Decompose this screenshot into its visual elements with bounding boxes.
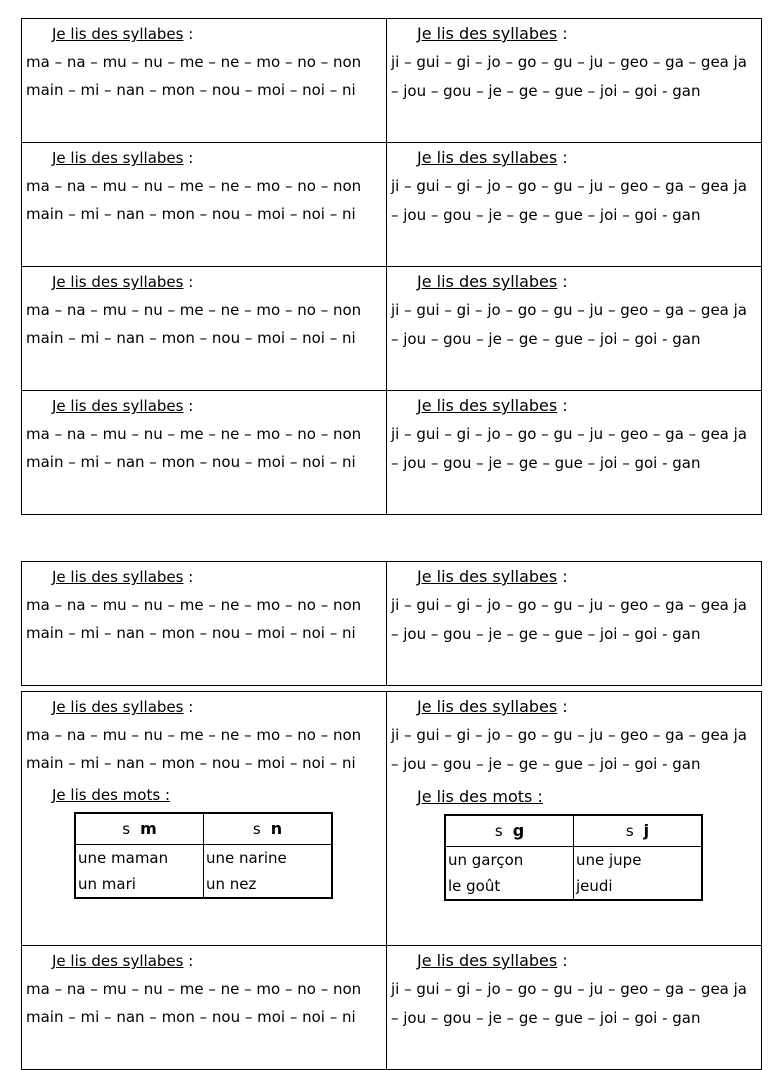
right-cell xyxy=(387,143,762,267)
right-cell xyxy=(387,562,762,686)
left-cell xyxy=(22,267,387,391)
syllables-text-m-n: ma – na – mu – nu – me – ne – mo – no – non main – mi – nan – mon – nou – moi – noi – ni xyxy=(26,596,362,642)
syllables-text-g-j: ji – gui – gi – jo – go – gu – ju – geo – ga – gea ja – jou – gou – je – ge – gue – joi – goi - gan xyxy=(391,596,748,643)
syllables-text-m-n: ma – na – mu – nu – me – ne – mo – no – non main – mi – nan – mon – nou – moi – noi – ni xyxy=(26,177,362,223)
right-cell xyxy=(387,19,762,143)
syllables-text-g-j: ji – gui – gi – jo – go – gu – ju – geo – ga – gea ja – jou – gou – je – ge – gue – joi – goi - gan xyxy=(391,53,748,100)
worksheet-top-grid xyxy=(21,18,762,515)
syllables-title: Je lis des syllabes : xyxy=(52,25,194,43)
word-cell: une maman xyxy=(75,845,204,872)
word-cell: un garçon xyxy=(445,847,574,874)
syllables-title: Je lis des syllabes : xyxy=(417,567,568,586)
left-cell xyxy=(22,562,387,686)
right-cell xyxy=(387,692,762,946)
worksheet-row xyxy=(22,562,762,686)
syllables-text-m-n: ma – na – mu – nu – me – ne – mo – no – non main – mi – nan – mon – nou – moi – noi – ni xyxy=(26,980,362,1026)
syllables-title: Je lis des syllabes : xyxy=(52,568,194,586)
syllables-title: Je lis des syllabes : xyxy=(417,396,568,415)
words-header-n: s n xyxy=(204,813,333,845)
left-cell xyxy=(22,143,387,267)
worksheet-row xyxy=(22,267,762,391)
worksheet-middle-grid xyxy=(21,561,762,686)
right-cell xyxy=(387,391,762,515)
worksheet-row xyxy=(22,19,762,143)
word-cell: une narine xyxy=(204,845,333,872)
syllables-title: Je lis des syllabes : xyxy=(52,149,194,167)
words-title: Je lis des mots : xyxy=(52,786,170,804)
word-cell: un nez xyxy=(204,871,333,898)
syllables-title: Je lis des syllabes : xyxy=(417,951,568,970)
words-header-g: s g xyxy=(445,815,574,847)
syllables-title: Je lis des syllabes : xyxy=(52,952,194,970)
left-cell xyxy=(22,391,387,515)
syllables-title: Je lis des syllabes : xyxy=(417,272,568,291)
word-cell: le goût xyxy=(445,873,574,900)
left-cell xyxy=(22,692,387,946)
syllables-text-m-n: ma – na – mu – nu – me – ne – mo – no – non main – mi – nan – mon – nou – moi – noi – ni xyxy=(26,53,362,99)
syllables-text-m-n: ma – na – mu – nu – me – ne – mo – no – non main – mi – nan – mon – nou – moi – noi – ni xyxy=(26,726,362,772)
worksheet-row xyxy=(22,143,762,267)
syllables-text-m-n: ma – na – mu – nu – me – ne – mo – no – non main – mi – nan – mon – nou – moi – noi – ni xyxy=(26,301,362,347)
left-cell xyxy=(22,19,387,143)
words-title: Je lis des mots : xyxy=(417,787,543,806)
word-cell: jeudi xyxy=(574,873,703,900)
syllables-title: Je lis des syllabes : xyxy=(52,397,194,415)
syllables-title: Je lis des syllabes : xyxy=(417,148,568,167)
worksheet-row xyxy=(22,946,762,1070)
syllables-title: Je lis des syllabes : xyxy=(52,273,194,291)
syllables-title: Je lis des syllabes : xyxy=(52,698,194,716)
right-cell xyxy=(387,267,762,391)
syllables-text-g-j: ji – gui – gi – jo – go – gu – ju – geo – ga – gea ja – jou – gou – je – ge – gue – joi – goi - gan xyxy=(391,425,748,472)
words-header-j: s j xyxy=(574,815,703,847)
syllables-text-m-n: ma – na – mu – nu – me – ne – mo – no – non main – mi – nan – mon – nou – moi – noi – ni xyxy=(26,425,362,471)
syllables-text-g-j: ji – gui – gi – jo – go – gu – ju – geo – ga – gea ja – jou – gou – je – ge – gue – joi – goi - gan xyxy=(391,726,748,773)
words-table-m-n xyxy=(74,812,333,899)
worksheet-row xyxy=(22,391,762,515)
syllables-text-g-j: ji – gui – gi – jo – go – gu – ju – geo – ga – gea ja – jou – gou – je – ge – gue – joi – goi - gan xyxy=(391,301,748,348)
word-cell: un mari xyxy=(75,871,204,898)
syllables-title: Je lis des syllabes : xyxy=(417,697,568,716)
words-header-m: s m xyxy=(75,813,204,845)
syllables-text-g-j: ji – gui – gi – jo – go – gu – ju – geo – ga – gea ja – jou – gou – je – ge – gue – joi – goi - gan xyxy=(391,980,748,1027)
right-cell xyxy=(387,946,762,1070)
syllables-title: Je lis des syllabes : xyxy=(417,24,568,43)
words-table-g-j xyxy=(444,814,703,901)
worksheet-bottom-grid xyxy=(21,691,762,1070)
worksheet-row-with-words xyxy=(22,692,762,946)
left-cell xyxy=(22,946,387,1070)
word-cell: une jupe xyxy=(574,847,703,874)
syllables-text-g-j: ji – gui – gi – jo – go – gu – ju – geo – ga – gea ja – jou – gou – je – ge – gue – joi – goi - gan xyxy=(391,177,748,224)
